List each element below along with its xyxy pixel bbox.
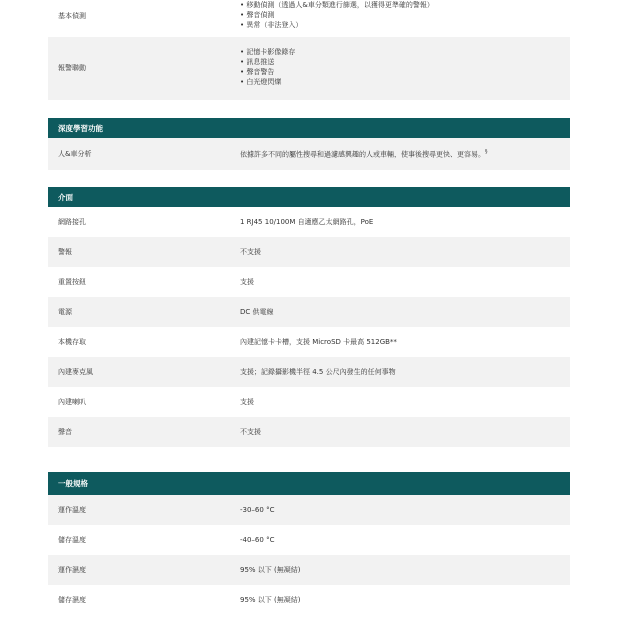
spec-label: 人&車分析 bbox=[58, 150, 92, 158]
section-header-general: 一般規格 bbox=[48, 472, 570, 495]
section-header-interface: 介面 bbox=[48, 187, 570, 207]
spec-table bbox=[48, 0, 570, 615]
footnote-mark: § bbox=[485, 148, 488, 155]
spec-label: 儲存溫度 bbox=[58, 536, 86, 544]
spec-label: 聲音 bbox=[58, 428, 72, 436]
spec-label: 基本偵測 bbox=[58, 12, 86, 20]
spec-value: -30–60 °C bbox=[240, 506, 275, 514]
list-item: • 移動偵測（透過人&車分類進行篩選，以獲得更準確的警報） bbox=[240, 0, 570, 10]
spec-label: 運作濕度 bbox=[58, 566, 86, 574]
spec-list bbox=[240, 47, 570, 87]
spec-row bbox=[48, 138, 570, 170]
spec-value: 95% 以下 (無凝結) bbox=[240, 566, 301, 574]
spec-label: 警報 bbox=[58, 248, 72, 256]
spec-row-basic-detection bbox=[48, 0, 570, 37]
section-header-deep-learning: 深度學習功能 bbox=[48, 118, 570, 138]
list-item: • 聲音偵測 bbox=[240, 10, 570, 20]
spec-row bbox=[48, 495, 570, 525]
spec-value: 不支援 bbox=[240, 248, 261, 256]
spec-row bbox=[48, 297, 570, 327]
spec-value: 支援；記錄攝影機半徑 4.5 公尺內發生的任何事物 bbox=[240, 368, 396, 376]
spec-label: 電源 bbox=[58, 308, 72, 316]
list-item: • 記憶卡影像錄存 bbox=[240, 47, 570, 57]
spec-row bbox=[48, 525, 570, 555]
spec-row bbox=[48, 327, 570, 357]
spec-row bbox=[48, 417, 570, 447]
spec-value: 依據許多不同的屬性搜尋和過濾感興趣的人或車輛，使事後搜尋更快、更容易。 bbox=[240, 150, 485, 159]
list-item: • 聲音警告 bbox=[240, 67, 570, 77]
list-item: • 白光燈閃爍 bbox=[240, 77, 570, 87]
spec-value: 支援 bbox=[240, 278, 254, 286]
spec-value: 95% 以下 (無凝結) bbox=[240, 596, 301, 604]
spec-row-alarm-linkage bbox=[48, 37, 570, 100]
spec-label: 重置按鈕 bbox=[58, 278, 86, 286]
spec-row bbox=[48, 207, 570, 237]
spec-row bbox=[48, 267, 570, 297]
spec-value: -40–60 °C bbox=[240, 536, 275, 544]
spec-row bbox=[48, 555, 570, 585]
spec-label: 報警聯動 bbox=[58, 64, 86, 72]
spec-value: 不支援 bbox=[240, 428, 261, 436]
spec-label: 網路接孔 bbox=[58, 218, 86, 226]
spec-row bbox=[48, 585, 570, 615]
spec-row bbox=[48, 387, 570, 417]
spec-label: 內建麥克風 bbox=[58, 368, 93, 376]
spec-label: 儲存濕度 bbox=[58, 596, 86, 604]
spec-row bbox=[48, 357, 570, 387]
spec-value: 支援 bbox=[240, 398, 254, 406]
list-item: • 訊息推送 bbox=[240, 57, 570, 67]
spec-label: 內建喇叭 bbox=[58, 398, 86, 406]
list-item: • 異常（非法登入） bbox=[240, 20, 570, 30]
spec-label: 運作溫度 bbox=[58, 506, 86, 514]
spec-value: 1 RJ45 10/100M 自適應乙太網路孔，PoE bbox=[240, 218, 374, 226]
spec-list bbox=[240, 0, 570, 30]
spec-label: 本機存取 bbox=[58, 338, 86, 346]
spec-value: 內建記憶卡卡槽，支援 MicroSD 卡最高 512GB** bbox=[240, 338, 397, 346]
spec-row bbox=[48, 237, 570, 267]
spec-value: DC 供電線 bbox=[240, 308, 274, 316]
